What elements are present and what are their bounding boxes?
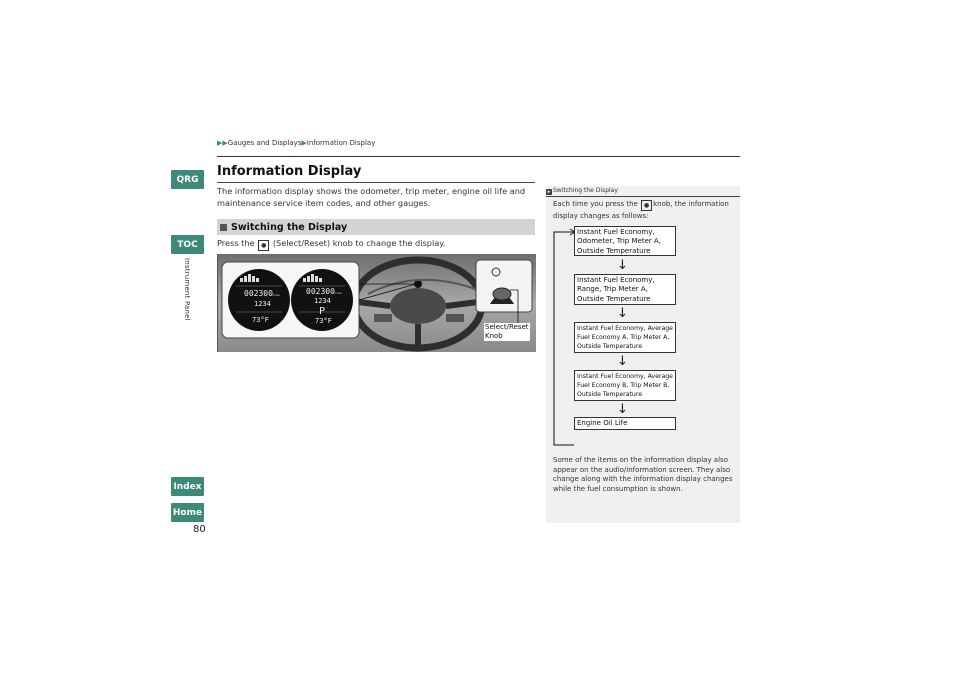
side-intro-before: Each time you press the — [553, 200, 638, 208]
section-title: Switching the Display — [231, 221, 348, 233]
instruction-before: Press the — [217, 238, 255, 248]
down-arrow-icon: ↓ — [617, 354, 628, 369]
page-number: 80 — [193, 524, 206, 535]
intro-paragraph: The information display shows the odometer, trip meter, engine oil life and maintenance service item codes, and other gauges. — [217, 186, 526, 208]
flow-step-5: Engine Oil Life — [574, 417, 676, 430]
side-note: Some of the items on the information display also appear on the audio/information screen. They also change along with the information display changes while the fuel consumption is shown. — [553, 456, 733, 493]
flow-step-4: Instant Fuel Economy, Average Fuel Economy B, Trip Meter B, Outside Temperature — [574, 370, 676, 401]
right-odometer: 002300 — [306, 287, 335, 296]
right-temp: 73°F — [315, 317, 332, 325]
right-unit: miles — [334, 291, 342, 295]
section-square-icon — [220, 224, 227, 231]
reference-icon: ▸ — [547, 189, 551, 195]
header-divider — [217, 156, 740, 157]
side-heading-text: Switching the Display — [553, 187, 618, 194]
side-intro — [553, 199, 733, 221]
toc-tab[interactable]: TOC — [171, 235, 204, 254]
knob-callout-label — [484, 323, 530, 341]
right-trip: 1234 — [314, 297, 331, 305]
left-unit: miles — [272, 293, 280, 297]
breadcrumb-section-link[interactable]: Gauges and Displays — [227, 139, 302, 147]
instruction-after: (Select/Reset) knob to change the display. — [272, 238, 446, 248]
side-heading — [546, 187, 618, 195]
flow-step-2: Instant Fuel Economy, Range, Trip Meter A, Outside Temperature — [574, 274, 676, 305]
section-heading-bar — [217, 219, 535, 235]
left-odometer: 002300 — [244, 289, 273, 298]
select-reset-knob-icon: ● — [258, 240, 269, 251]
flow-step-3: Instant Fuel Economy, Average Fuel Economy A, Trip Meter A, Outside Temperature — [574, 322, 676, 353]
side-knob-icon: ● — [641, 200, 652, 211]
side-heading-divider — [546, 196, 740, 197]
down-arrow-icon: ↓ — [617, 306, 628, 321]
instruction-text — [217, 238, 446, 251]
left-temp: 73°F — [252, 316, 269, 324]
flow-step-1: Instant Fuel Economy, Odometer, Trip Meter A, Outside Temperature — [574, 226, 676, 256]
right-gear: P — [319, 306, 326, 317]
breadcrumb-current: Information Display — [306, 139, 376, 147]
knob-inset — [476, 260, 532, 312]
side-intro-after: knob, the information display changes as follows: — [553, 200, 729, 220]
title-divider — [217, 182, 535, 183]
left-trip: 1234 — [254, 300, 271, 308]
select-reset-knob — [493, 288, 511, 300]
breadcrumb-separator-icon: ▶ — [301, 139, 307, 147]
callout-line-1: Select/Reset — [485, 323, 529, 331]
page-title: Information Display — [217, 164, 362, 179]
down-arrow-icon: ↓ — [617, 258, 628, 273]
chapter-label: Instrument Panel — [183, 258, 191, 321]
breadcrumb — [217, 139, 375, 147]
steering-hub — [390, 288, 446, 324]
breadcrumb-arrow-icon: ▶▶ — [217, 139, 228, 147]
qrg-tab[interactable]: QRG — [171, 170, 204, 189]
home-tab[interactable]: Home — [171, 503, 204, 522]
callout-line-2: Knob — [485, 332, 503, 340]
down-arrow-icon: ↓ — [617, 402, 628, 417]
index-tab[interactable]: Index — [171, 477, 204, 496]
